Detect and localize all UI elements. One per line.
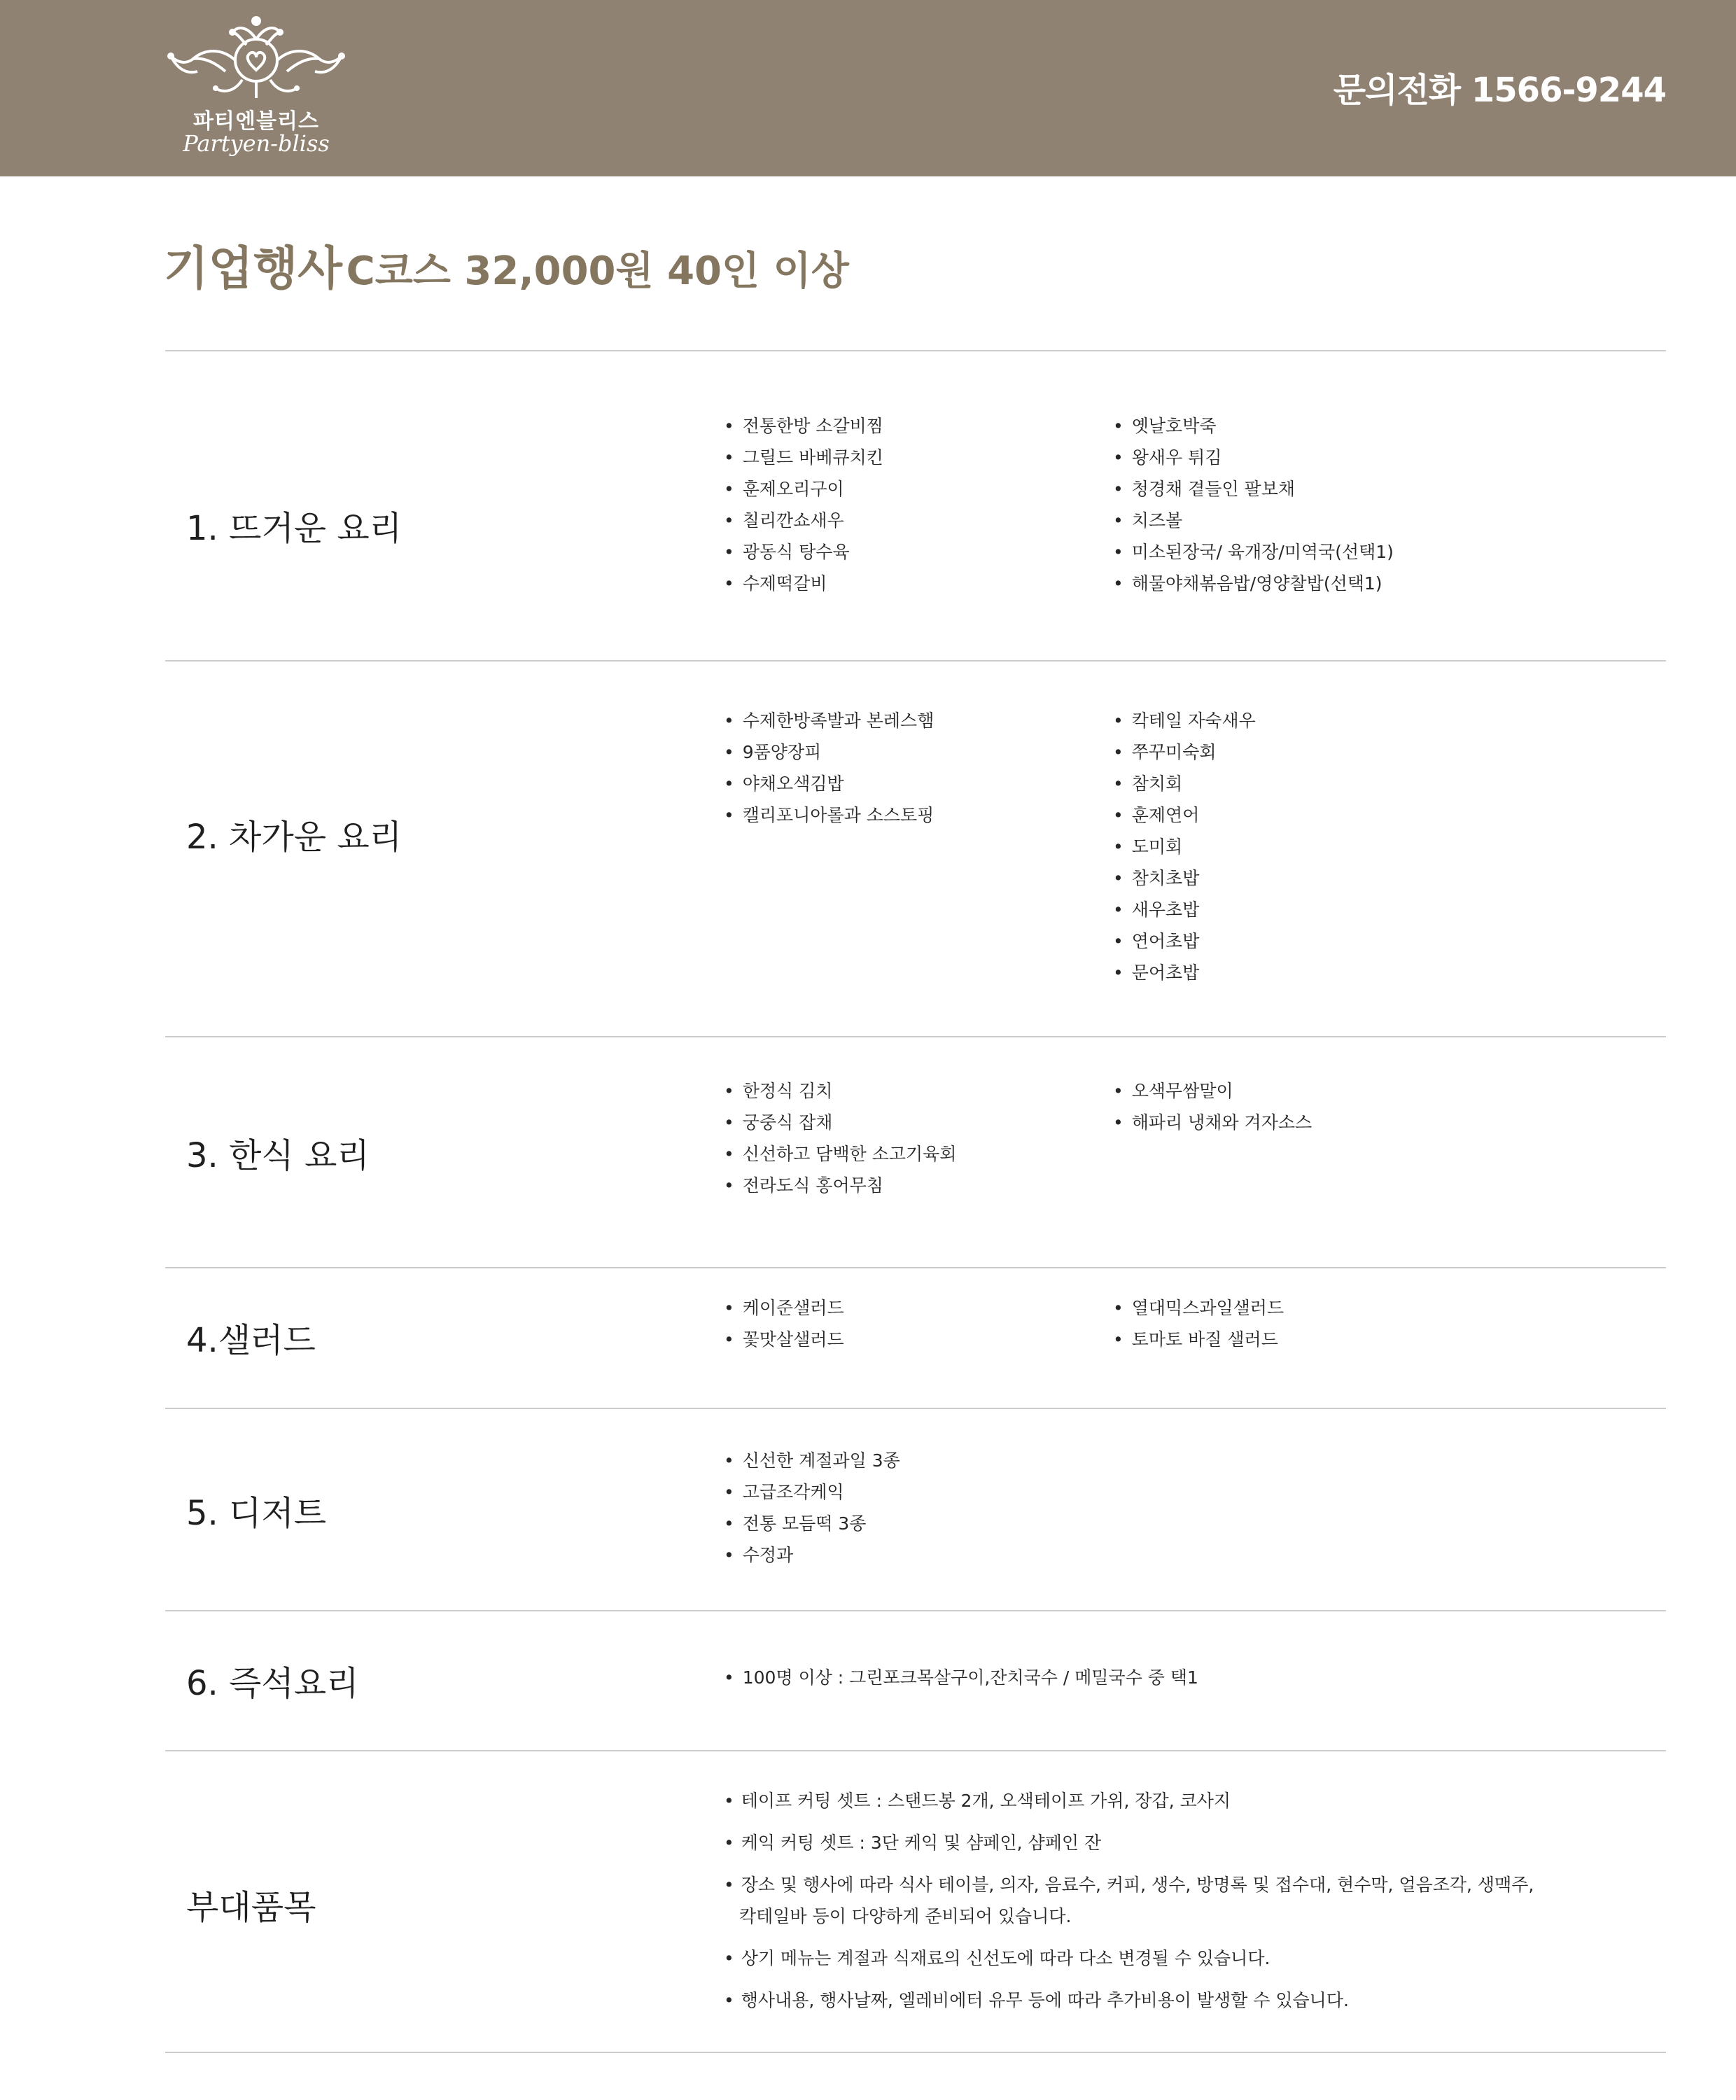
menu-list-right <box>1113 1075 1312 1138</box>
menu-item: • 문어초밥 <box>1113 957 1256 988</box>
menu-item: • 수제떡갈비 <box>724 568 883 599</box>
menu-item: • 전통 모듬떡 3종 <box>724 1508 900 1539</box>
menu-item: • 한정식 김치 <box>724 1075 956 1107</box>
menu-item: • 연어초밥 <box>1113 925 1256 957</box>
menu-item: • 야채오색김밥 <box>724 768 934 799</box>
menu-item: • 신선한 계절과일 3종 <box>724 1445 900 1476</box>
menu-section-salad <box>165 1268 1666 1408</box>
note-item: • 테이프 커팅 셋트 : 스탠드봉 2개, 오색테이프 가위, 장갑, 코사지 <box>724 1785 1534 1816</box>
menu-item: • 해파리 냉채와 겨자소스 <box>1113 1107 1312 1138</box>
menu-section-korean-dishes <box>165 1037 1666 1267</box>
section-title: 3. 한식 요리 <box>186 1136 370 1175</box>
menu-item: • 미소된장국/ 육개장/미역국(선택1) <box>1113 536 1394 568</box>
menu-item: • 케이준샐러드 <box>724 1292 844 1324</box>
page-title-main: 기업행사 <box>164 241 343 295</box>
menu-item: • 전라도식 홍어무침 <box>724 1170 956 1201</box>
section-title: 6. 즉석요리 <box>186 1664 359 1703</box>
menu-item: • 훈제오리구이 <box>724 473 883 505</box>
menu-item: • 꽃맛살샐러드 <box>724 1324 844 1355</box>
menu-item: • 옛날호박죽 <box>1113 410 1394 442</box>
menu-item: • 수정과 <box>724 1539 900 1571</box>
menu-item: • 칵테일 자숙새우 <box>1113 705 1256 736</box>
menu-item: • 참치회 <box>1113 768 1256 799</box>
menu-item: • 참치초밥 <box>1113 862 1256 894</box>
menu-item: • 왕새우 튀김 <box>1113 442 1394 473</box>
menu-item: • 청경채 곁들인 팔보채 <box>1113 473 1394 505</box>
note-item: • 장소 및 행사에 따라 식사 테이블, 의자, 음료수, 커피, 생수, 방명록 및 접수대, 현수막, 얼음조각, 생맥주, 칵테일바 등이 다양하게 준비되어 있습니다. <box>724 1869 1534 1932</box>
menu-item: • 고급조각케익 <box>724 1476 900 1508</box>
menu-list-left <box>724 1292 844 1355</box>
page-title <box>164 231 849 298</box>
section-title: 부대품목 <box>186 1888 316 1927</box>
note-item: • 상기 메뉴는 계절과 식재료의 신선도에 따라 다소 변경될 수 있습니다. <box>724 1942 1534 1974</box>
section-title: 1. 뜨거운 요리 <box>186 509 402 548</box>
menu-item: • 전통한방 소갈비찜 <box>724 410 883 442</box>
menu-item: • 훈제연어 <box>1113 799 1256 831</box>
menu-item: • 신선하고 담백한 소고기육회 <box>724 1138 956 1170</box>
menu-item: • 치즈볼 <box>1113 505 1394 536</box>
page-title-course: C코스 32,000원 40인 이상 <box>346 248 849 294</box>
notes-list <box>724 1785 1534 2026</box>
menu-item: • 오색무쌈말이 <box>1113 1075 1312 1107</box>
menu-section-cold-dishes <box>165 662 1666 1036</box>
section-title: 5. 디저트 <box>186 1494 327 1533</box>
ornament-emblem-icon <box>165 13 347 104</box>
menu-item: • 9품양장피 <box>724 736 934 768</box>
menu-item: • 칠리깐쇼새우 <box>724 505 883 536</box>
brand-logo[interactable] <box>165 13 347 164</box>
menu-item: • 토마토 바질 샐러드 <box>1113 1324 1284 1355</box>
logo-english-name: Partyen-bliss <box>183 130 330 157</box>
menu-item: • 수제한방족발과 본레스햄 <box>724 705 934 736</box>
header-bar <box>0 0 1736 176</box>
menu-list-left <box>724 1445 900 1571</box>
menu-list-left <box>724 410 883 599</box>
menu-item: • 그릴드 바베큐치킨 <box>724 442 883 473</box>
divider <box>165 2052 1666 2053</box>
logo-korean-name: 파티엔블리스 <box>193 109 319 134</box>
menu-section-hot-dishes <box>165 351 1666 660</box>
note-item: • 케익 커팅 셋트 : 3단 케익 및 샴페인, 샴페인 잔 <box>724 1827 1534 1858</box>
menu-list-right <box>1113 705 1256 988</box>
contact-phone: 문의전화 1566-9244 <box>1333 71 1666 110</box>
menu-item: • 광동식 탕수육 <box>724 536 883 568</box>
menu-section-extras <box>165 1751 1666 2052</box>
menu-item: • 새우초밥 <box>1113 894 1256 925</box>
menu-item: • 해물야채볶음밥/영양찰밥(선택1) <box>1113 568 1394 599</box>
menu-item: • 궁중식 잡채 <box>724 1107 956 1138</box>
menu-item: • 100명 이상 : 그린포크목살구이,잔치국수 / 메밀국수 중 택1 <box>724 1662 1198 1693</box>
menu-item: • 열대믹스과일샐러드 <box>1113 1292 1284 1324</box>
section-title: 4.샐러드 <box>186 1321 316 1360</box>
menu-list-right <box>1113 1292 1284 1355</box>
menu-list-right <box>1113 410 1394 599</box>
menu-list-left <box>724 705 934 831</box>
menu-section-dessert <box>165 1409 1666 1610</box>
menu-item: • 쭈꾸미숙회 <box>1113 736 1256 768</box>
section-title: 2. 차가운 요리 <box>186 818 402 857</box>
note-item: • 행사내용, 행사날짜, 엘레비에터 유무 등에 따라 추가비용이 발생할 수 있습니다. <box>724 1984 1534 2016</box>
menu-list-left <box>724 1075 956 1201</box>
menu-item: • 도미회 <box>1113 831 1256 862</box>
menu-section-live-cooking <box>165 1611 1666 1750</box>
menu-item: • 캘리포니아롤과 소스토핑 <box>724 799 934 831</box>
menu-list-left <box>724 1662 1198 1693</box>
